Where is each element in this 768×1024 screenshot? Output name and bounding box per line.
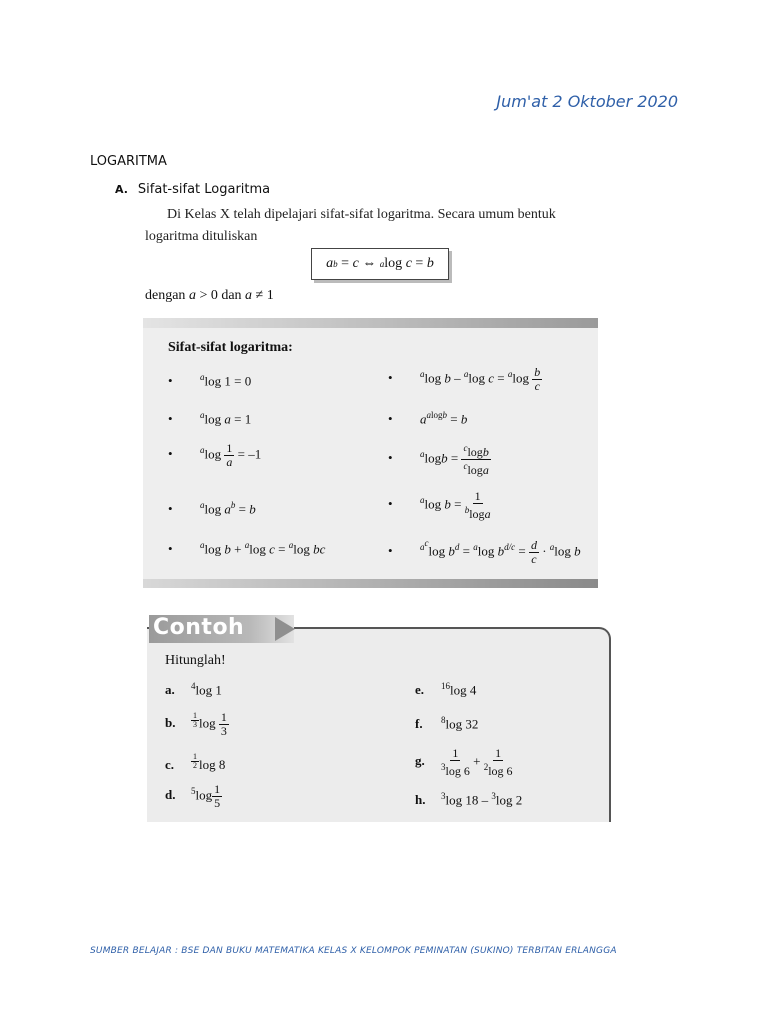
property-left-4: • $^a$log $a^b = b$ [168, 500, 256, 517]
intro-line-2: logaritma dituliskan [145, 229, 258, 244]
example-tab-arrow-icon [275, 617, 295, 641]
property-right-5: • $^{a^c}$log $b^d = ^a\log$ $b^{d/c}$ = $\frac{d}{c}$ · $^a$log b [388, 537, 581, 566]
property-left-2: • $^a$log a = 1 [168, 410, 252, 427]
page-heading: LOGARITMA [90, 154, 167, 169]
example-box [147, 615, 612, 820]
example-title: Contoh [153, 615, 245, 640]
definition-formula: a b = c ⇔ a log c = b [311, 248, 449, 280]
source-footer: SUMBER BELAJAR : BSE DAN BUKU MATEMATIKA KELAS X KELOMPOK PEMINATAN (SUKINO) TERBITAN ERLANGGA [90, 946, 617, 956]
section-heading [115, 182, 270, 197]
example-item-h: h. $^3$log 18 – $^3$log 2 [415, 791, 523, 808]
intro-text [145, 204, 600, 248]
properties-bottom-bar [143, 579, 598, 588]
property-left-3: • $^a$log $\frac{1}{a}$ = –1 [168, 441, 262, 469]
example-item-c: c. $^{\frac{1}{2}}$ log 8 [165, 752, 226, 772]
document-date: Jum'at 2 Oktober 2020 [496, 92, 678, 111]
properties-top-bar [143, 318, 598, 328]
property-right-4: • $^a$log b = $\frac{1}{^b\log a}$ [388, 489, 491, 521]
property-right-2: • $a^{alogb} = b$ [388, 410, 468, 427]
intro-line-1: Di Kelas X telah dipelajari sifat-sifat logaritma. Secara umum bentuk [167, 207, 556, 222]
section-title: Sifat-sifat Logaritma [137, 182, 271, 197]
example-prompt: Hitunglah! [165, 653, 226, 668]
example-item-f: f. $^8$log 32 [415, 715, 479, 732]
properties-title: Sifat-sifat logaritma: [168, 340, 293, 355]
definition-condition: dengan a > 0 dan a ≠ 1 [145, 288, 274, 303]
example-item-d: d. $^5$log $\frac{1}{5}$ [165, 782, 221, 810]
example-item-a: a. $^4$log 1 [165, 681, 222, 698]
property-right-1: • $^a$log b – $^a$log c = $^a$log $\frac{b}{c}$ [388, 365, 541, 393]
example-item-e: e. $^{16}$log 4 [415, 681, 477, 698]
property-left-5: • $^a$log b + $^a$log c = $^a$log bc [168, 540, 326, 557]
property-right-3: • $^a$logb = $\frac{^c\log b}{^c\log a}$ [388, 443, 489, 477]
properties-box [143, 318, 598, 588]
section-label: A. [115, 183, 128, 196]
example-item-b: b. $^{\frac{1}{3}}$ log $\frac{1}{3}$ [165, 710, 227, 738]
example-item-g: g. $\frac{1}{^3\log 6}$ + $\frac{1}{^2\log 6}$ [415, 746, 513, 778]
property-left-1: • $^a$log 1 = 0 [168, 372, 252, 389]
